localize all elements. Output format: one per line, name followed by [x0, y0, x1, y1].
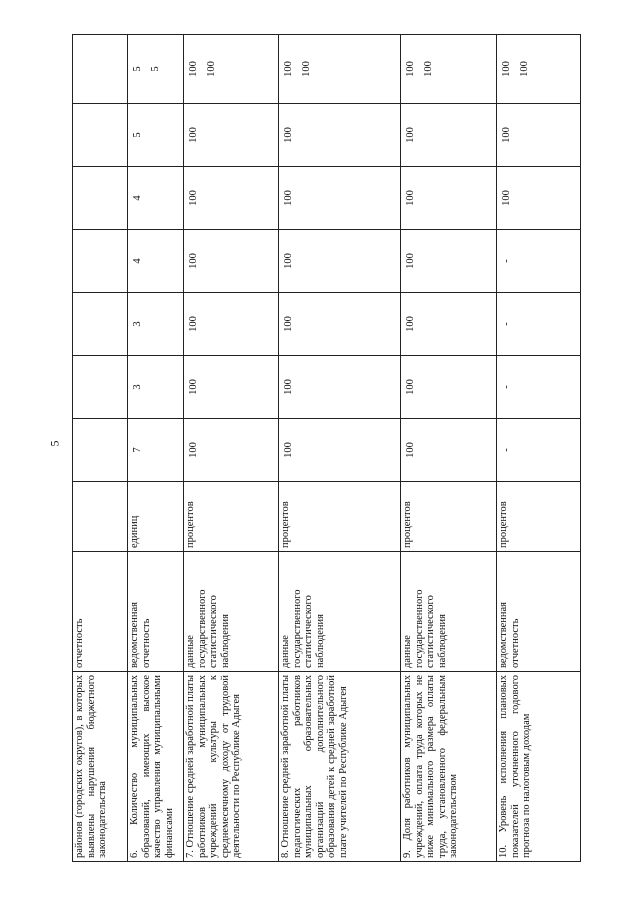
value-cell: 3	[128, 356, 184, 419]
indicator-cell: 6. Количество муниципальных образований, имеющих высокое качество управления муниципальными финансами	[128, 672, 184, 862]
value-cell	[497, 35, 581, 104]
value-cell	[73, 167, 128, 230]
value-text: 100	[501, 61, 512, 77]
value-cell: 100	[184, 419, 279, 482]
value-text: 5	[149, 66, 161, 72]
source-cell: ведомственная отчетность	[497, 552, 581, 672]
rotated-table-wrapper	[72, 35, 580, 862]
value-cell: 3	[128, 293, 184, 356]
value-cell: 100	[184, 104, 279, 167]
unit-cell: процентов	[184, 482, 279, 552]
indicator-cell: районов (городских округов), в которых выявлены нарушения бюджетного законодательства	[73, 672, 128, 862]
value-cell	[73, 293, 128, 356]
table-row	[73, 35, 128, 862]
value-cell: -	[497, 293, 581, 356]
table-row	[184, 35, 279, 862]
value-cell	[73, 230, 128, 293]
value-cell: 100	[184, 293, 279, 356]
source-cell: отчетность	[73, 552, 128, 672]
source-cell: данные государственного статистического наблюдения	[184, 552, 279, 672]
value-cell: 100	[279, 356, 401, 419]
value-cell: 100	[184, 230, 279, 293]
unit-cell	[73, 482, 128, 552]
unit-cell: единиц	[128, 482, 184, 552]
value-cell: 100	[401, 104, 497, 167]
page-number: 5	[47, 440, 62, 447]
value-cell: 100	[184, 356, 279, 419]
value-cell: 100	[401, 293, 497, 356]
value-cell: 100	[497, 167, 581, 230]
value-cell: 100	[401, 419, 497, 482]
value-cell: 4	[128, 167, 184, 230]
value-cell	[128, 35, 184, 104]
indicator-cell: 7. Отношение средней заработной платы работников муниципальных учреждений культуры к среднемесячному доходу от трудовой деятельности по Республике Адыгея	[184, 672, 279, 862]
value-text: 100	[518, 61, 530, 77]
value-cell: 7	[128, 419, 184, 482]
value-cell: 100	[497, 104, 581, 167]
value-text: 100	[422, 61, 434, 77]
unit-cell: процентов	[497, 482, 581, 552]
value-text: 100	[188, 61, 199, 77]
table-row	[497, 35, 581, 862]
value-cell: 100	[279, 167, 401, 230]
source-cell: данные государственного статистического наблюдения	[401, 552, 497, 672]
source-cell: ведомственная отчетность	[128, 552, 184, 672]
value-cell	[73, 356, 128, 419]
table-row	[279, 35, 401, 862]
table-row	[401, 35, 497, 862]
value-cell: -	[497, 356, 581, 419]
value-cell: 5	[128, 104, 184, 167]
value-cell	[184, 35, 279, 104]
unit-cell: процентов	[279, 482, 401, 552]
value-cell: 100	[401, 356, 497, 419]
value-cell: -	[497, 230, 581, 293]
value-cell: 100	[279, 104, 401, 167]
value-text: 100	[300, 61, 312, 77]
value-cell	[73, 35, 128, 104]
value-cell: 100	[401, 167, 497, 230]
table-row	[128, 35, 184, 862]
source-cell: данные государственного статистического наблюдения	[279, 552, 401, 672]
indicators-table	[72, 34, 581, 862]
value-cell: 100	[184, 167, 279, 230]
indicator-cell: 8. Отношение средней заработной платы педагогических работников муниципальных образовательных организаций дополнительного образования детей к средней заработной плате учителей по Республике Адыгея	[279, 672, 401, 862]
value-text: 100	[405, 61, 416, 77]
value-cell	[73, 104, 128, 167]
value-cell: 4	[128, 230, 184, 293]
value-text: 100	[205, 61, 217, 77]
value-cell: 100	[279, 293, 401, 356]
unit-cell: процентов	[401, 482, 497, 552]
value-cell: 100	[279, 230, 401, 293]
value-text: 5	[132, 66, 143, 72]
value-cell: 100	[401, 230, 497, 293]
indicator-cell: 9. Доля работников муниципальных учреждений, оплата труда которых не ниже минимального размера оплаты труда, установленного федеральным законодательством	[401, 672, 497, 862]
value-cell: -	[497, 419, 581, 482]
value-cell	[279, 35, 401, 104]
value-cell	[401, 35, 497, 104]
indicator-cell: 10. Уровень исполнения плановых показателей уточненного годового прогноза по налоговым доходам	[497, 672, 581, 862]
value-cell	[73, 419, 128, 482]
value-cell: 100	[279, 419, 401, 482]
value-text: 100	[283, 61, 294, 77]
